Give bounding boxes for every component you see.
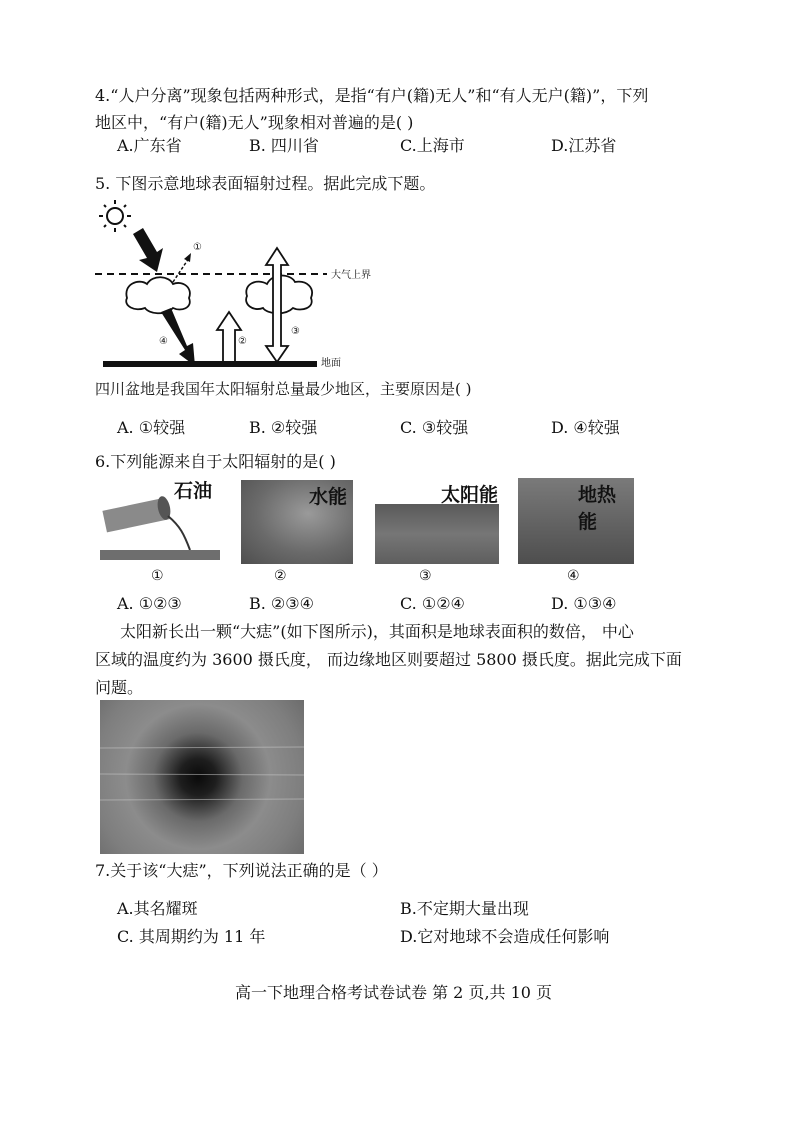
passage-line2: 区域的温度约为 3600 摄氏度， 而边缘地区则要超过 5800 摄氏度。据此完成下面 — [95, 650, 682, 669]
page-footer: 高一下地理合格考试卷试卷 第 2 页,共 10 页 — [235, 983, 553, 1002]
atmosphere-top-label: 大气上界 — [331, 270, 371, 281]
energy-num-2: ② — [274, 568, 287, 584]
q7-question: 7.关于该“大痣”，下列说法正确的是（ ） — [95, 861, 388, 880]
q5-intro: 5. 下图示意地球表面辐射过程。据此完成下题。 — [95, 174, 436, 193]
marker-4: ④ — [159, 336, 168, 347]
energy-image-oil — [100, 476, 220, 566]
q6-question: 6.下列能源来自于太阳辐射的是( ) — [95, 452, 336, 471]
oil-barrel-icon — [102, 495, 190, 550]
q5-option-b: B. ②较强 — [249, 418, 318, 437]
q4-option-a: A.广东省 — [117, 136, 182, 155]
sun-icon — [99, 200, 131, 232]
passage-line1: 太阳新长出一颗“大痣”(如下图所示)，其面积是地球表面积的数倍， 中心 — [120, 622, 634, 641]
q6-option-a: A. ①②③ — [117, 594, 182, 613]
energy-num-1: ① — [151, 568, 164, 584]
cloud-left — [126, 277, 190, 313]
sunspot-texture — [100, 700, 304, 854]
q7-option-b: B.不定期大量出现 — [400, 899, 529, 918]
q4-option-b: B. 四川省 — [249, 136, 319, 155]
q7-option-a: A.其名耀斑 — [117, 899, 198, 918]
solar-panel-area — [375, 504, 499, 564]
marker-1: ① — [193, 242, 202, 253]
incoming-radiation-arrow — [133, 228, 163, 272]
energy-label-hydro: 水能 — [309, 486, 348, 508]
energy-num-4: ④ — [567, 568, 580, 584]
marker-3: ③ — [291, 326, 300, 337]
energy-label-solar: 太阳能 — [441, 484, 499, 506]
q6-option-c: C. ①②④ — [400, 594, 465, 613]
energy-label-oil: 石油 — [174, 480, 213, 502]
radiation-diagram — [95, 198, 371, 370]
energy-image-hydro — [241, 480, 353, 564]
reflected-arrowhead — [184, 253, 191, 262]
energy-image-geothermal — [518, 478, 634, 564]
passage-line3: 问题。 — [95, 678, 144, 697]
energy-num-3: ③ — [419, 568, 432, 584]
marker-2: ② — [238, 336, 247, 347]
q5-question: 四川盆地是我国年太阳辐射总量最少地区，主要原因是( ) — [95, 380, 472, 398]
ground-label: 地面 — [321, 358, 341, 369]
q4-option-d: D.江苏省 — [551, 136, 617, 155]
q5-option-c: C. ③较强 — [400, 418, 469, 437]
q6-option-b: B. ②③④ — [249, 594, 314, 613]
sunspot-image — [100, 700, 304, 854]
energy-label-geothermal: 地热能 — [578, 484, 617, 533]
q7-option-c: C. 其周期约为 11 年 — [117, 927, 266, 946]
ground-strip — [100, 550, 220, 560]
q5-option-d: D. ④较强 — [551, 418, 620, 437]
q7-option-d: D.它对地球不会造成任何影响 — [400, 927, 610, 946]
q6-option-d: D. ①③④ — [551, 594, 617, 613]
radiation-diagram-svg — [95, 198, 365, 370]
q4-stem-line1: 4.“人户分离”现象包括两种形式，是指“有户(籍)无人”和“有人无户(籍)”，下列 — [95, 86, 649, 105]
reflected-arrow-1 — [173, 258, 189, 282]
ground-line — [103, 361, 317, 367]
energy-image-solar — [375, 476, 499, 566]
q5-option-a: A. ①较强 — [117, 418, 186, 437]
q4-option-c: C.上海市 — [400, 136, 465, 155]
q4-stem-line2: 地区中，“有户(籍)无人”现象相对普遍的是( ) — [95, 113, 414, 132]
